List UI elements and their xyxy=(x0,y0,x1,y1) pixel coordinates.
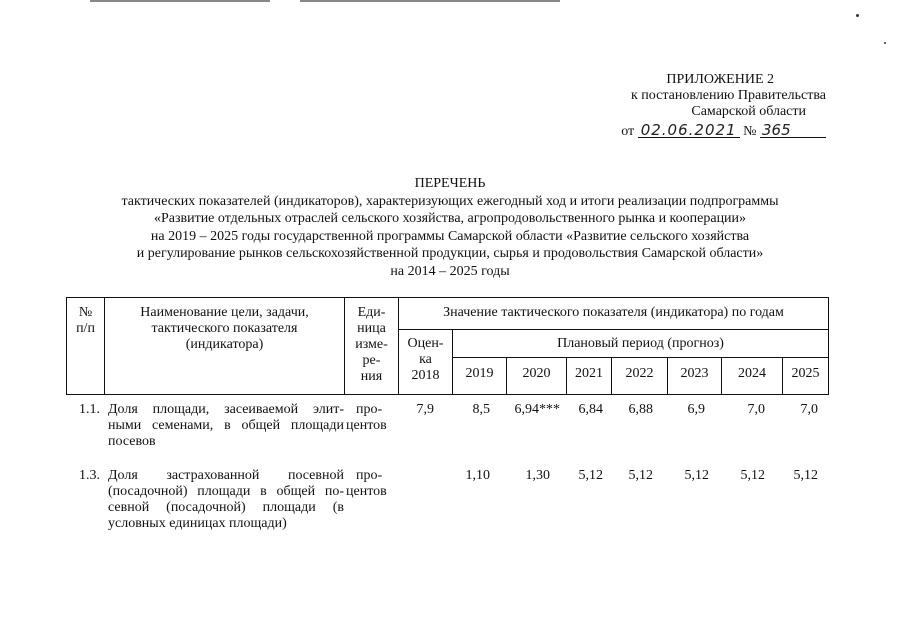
date-prefix: от xyxy=(621,124,635,139)
row-value-2021: 5,12 xyxy=(578,468,603,483)
title-line: «Развитие отдельных отраслей сельского хозяйства, агропродовольственного рынка и кооперации» xyxy=(153,211,747,226)
row-unit: про- центов xyxy=(346,402,387,433)
header-unit: Еди- ница изме- ре- ния xyxy=(355,305,388,384)
header-num: № п/п xyxy=(76,305,95,336)
row-number: 1.3. xyxy=(79,468,100,483)
row-estimate: 7,9 xyxy=(416,402,434,417)
row-value-2019: 1,10 xyxy=(465,468,490,483)
header-estimate: Оцен- ка 2018 xyxy=(407,336,444,383)
appendix-region-line: Самарской области xyxy=(691,104,806,119)
row-value-2024: 7,0 xyxy=(747,402,765,417)
row-value-2023: 6,9 xyxy=(687,402,705,417)
title-line: тактических показателей (индикаторов), характеризующих ежегодный ход и итоги реализации подпрограммы xyxy=(121,193,779,209)
row-value-2019: 8,5 xyxy=(472,402,490,417)
header-year: 2025 xyxy=(791,366,820,381)
header-values-group: Значение тактического показателя (индикатора) по годам xyxy=(443,305,784,320)
title-line: на 2019 – 2025 годы государственной программы Самарской области «Развитие сельского хозяйства xyxy=(150,228,750,244)
table-border-right xyxy=(828,297,829,395)
header-year: 2019 xyxy=(465,366,494,381)
header-year: 2020 xyxy=(522,366,551,381)
header-plan-group: Плановый период (прогноз) xyxy=(557,336,724,351)
row-value-2024: 5,12 xyxy=(740,468,765,483)
appendix-resolution-line: к постановлению Правительства xyxy=(630,88,826,103)
header-year: 2023 xyxy=(680,366,709,381)
row-value-2020: 6,94*** xyxy=(514,402,560,417)
row-value-2025: 7,0 xyxy=(800,402,818,417)
handwritten-date: 02.06.2021 xyxy=(638,123,740,138)
row-value-2020: 1,30 xyxy=(525,468,550,483)
appendix-header xyxy=(566,72,826,140)
header-name: Наименование цели, задачи, тактического показателя (индикатора) xyxy=(140,305,309,352)
row-value-2022: 5,12 xyxy=(628,468,653,483)
row-name: Доля площади, засеиваемой элит- ными семенами, в общей площади посевов xyxy=(108,402,344,449)
scan-artifact-line xyxy=(90,0,270,2)
scan-artifact-dot xyxy=(884,42,886,44)
scan-artifact-line xyxy=(300,0,560,2)
title-heading: ПЕРЕЧЕНЬ xyxy=(414,176,486,191)
header-year: 2024 xyxy=(738,366,766,381)
document-title xyxy=(40,175,860,280)
row-value-2025: 5,12 xyxy=(793,468,818,483)
title-line: на 2014 – 2025 годы xyxy=(390,263,510,279)
table-border-top xyxy=(66,297,829,298)
handwritten-number: 365 xyxy=(760,123,826,138)
header-year: 2021 xyxy=(575,366,603,381)
table-header-bottom xyxy=(66,394,829,395)
table-border-mid2 xyxy=(452,357,829,358)
row-name: Доля застрахованной посевной (посадочной) площади в общей по- севной (посадочной) площади (в условных единицах площади) xyxy=(108,468,344,531)
table-border-mid xyxy=(398,329,829,330)
scan-artifact-dot xyxy=(856,14,859,17)
appendix-title: ПРИЛОЖЕНИЕ 2 xyxy=(666,72,774,87)
row-value-2023: 5,12 xyxy=(684,468,709,483)
title-line: и регулирование рынков сельскохозяйственной продукции, сырья и продовольствия Самарской области» xyxy=(136,246,764,261)
appendix-date-row xyxy=(566,123,826,140)
row-value-2022: 6,88 xyxy=(628,402,653,417)
row-unit: про- центов xyxy=(346,468,387,499)
header-year: 2022 xyxy=(625,366,654,381)
row-number: 1.1. xyxy=(79,402,100,417)
number-prefix: № xyxy=(743,124,757,139)
row-value-2021: 6,84 xyxy=(578,402,603,417)
